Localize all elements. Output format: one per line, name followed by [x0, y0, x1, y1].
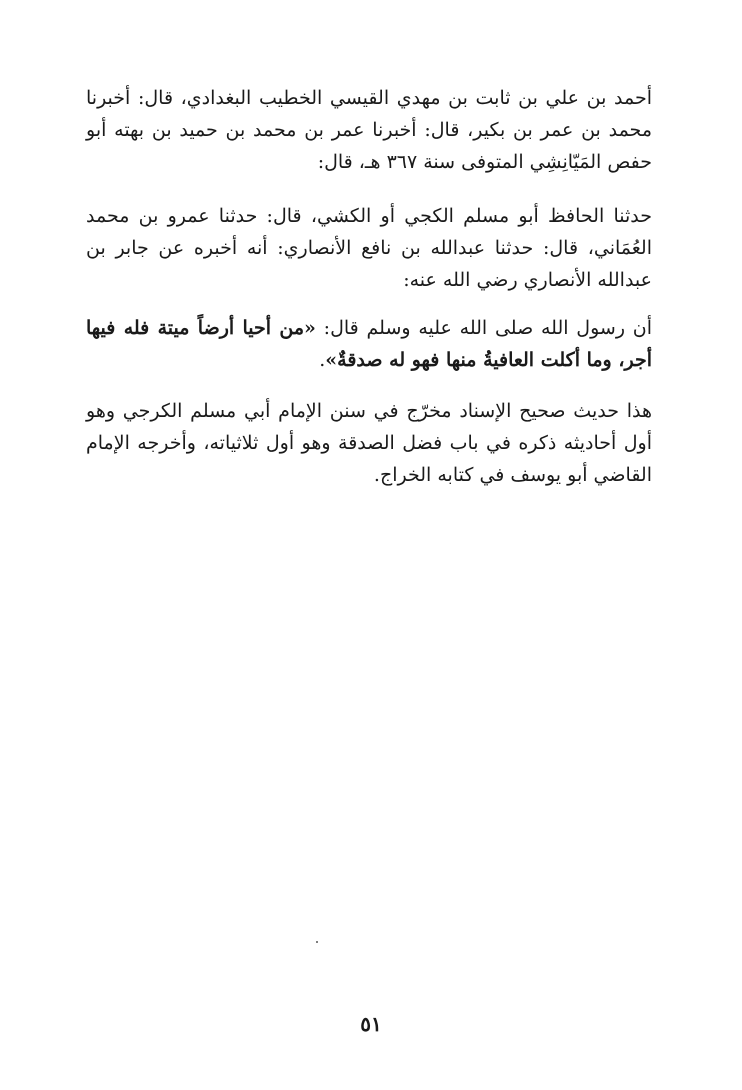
- hadith-intro: أن رسول الله صلى الله عليه وسلم قال:: [315, 317, 652, 339]
- hadith-end: .: [319, 349, 326, 371]
- paragraph-narrators: حدثنا الحافظ أبو مسلم الكجي أو الكشي، قال: حدثنا عمرو بن محمد العُمَاني، قال: حدثنا عبدالله بن نافع الأنصاري: أنه أخبره عن جابر بن عبدالله الأنصاري رضي الله عنه:: [86, 205, 652, 291]
- scan-speck: [316, 941, 318, 943]
- hadith-text: «من أحيا أرضاً ميتة فله فيها أجر، وما أكلت العافيةُ منها فهو له صدقةٌ»: [86, 317, 652, 371]
- paragraph-commentary: هذا حديث صحيح الإسناد مخرّج في سنن الإمام أبي مسلم الكرجي وهو أول أحاديثه ذكره في باب فضل الصدقة وهو أول ثلاثياته، وأخرجه الإمام القاضي أبو يوسف في كتابه الخراج.: [86, 400, 652, 486]
- paragraph-chain-of-narration: أحمد بن علي بن ثابت بن مهدي القيسي الخطيب البغدادي، قال: أخبرنا محمد بن عمر بن بكير، قال: أخبرنا عمر بن محمد بن حميد بن بهته أبو حفص المَيّانِشِي المتوفى سنة ٣٦٧ هـ، قال:: [86, 87, 652, 173]
- page-number: ٥١: [360, 1012, 382, 1036]
- paragraph-hadith: [86, 312, 652, 376]
